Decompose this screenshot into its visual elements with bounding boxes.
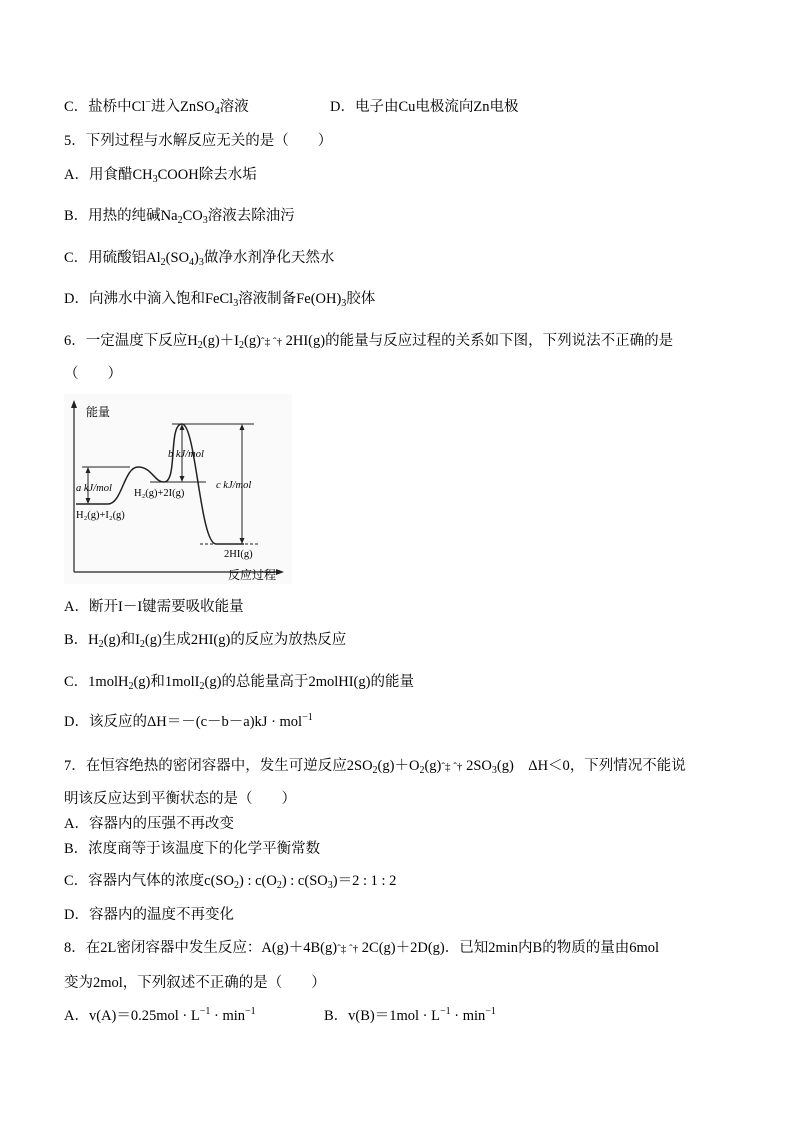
label-b: b kJ/mol	[168, 449, 204, 460]
label-state1: H₂(g)+I₂(g)	[76, 510, 125, 521]
x-axis-label: 反应过程	[228, 568, 277, 582]
energy-diagram-svg	[64, 394, 292, 584]
q6-option-b: B．$H_2(g)$和$I_2(g)$生成2HI(g)的反应为放热反应	[64, 632, 347, 650]
q6-stem: 6．一定温度下反应$H_2(g)+I_2(g)ˆ\ddagger$ ˆ† 2HI(g)的能量与反应过程的关系如下图，下列说法不正确的是	[64, 333, 674, 351]
q4-option-c: C．盐桥中Cl−进入ZnSO$_4$溶液	[64, 97, 249, 117]
q6-option-a: A．断开I－I键需要吸收能量	[64, 599, 244, 615]
q7-option-b: B．浓度商等于该温度下的化学平衡常数	[64, 841, 321, 857]
q7-stem-line1: 7．在恒容绝热的密闭容器中，发生可逆反应$2SO_2(g)+O_2(g)ˆ\ddagger$ ˆ† $2SO_3(g)$ ΔH＜0，下列情况不能说	[64, 758, 686, 776]
q5-option-a: A．用食醋$CH_3COOH$除去水垢	[64, 167, 257, 185]
q6-option-d: D．该反应的ΔH＝－(c－b－a)kJ · mol$^{-1}$	[64, 712, 313, 730]
q7-option-d: D．容器内的温度不再变化	[64, 907, 234, 923]
q8-stem-line1: 8．在2L密闭容器中发生反应：A(g)＋4B(g)ˆ‡ ˆ† 2C(g)＋2D(g)．已知2min内B的物质的量由6mol	[64, 940, 660, 956]
label-c: c kJ/mol	[216, 480, 252, 491]
label-a: a kJ/mol	[76, 483, 112, 494]
q4-option-d: D．电子由Cu电极流向Zn电极	[330, 99, 519, 115]
q7-stem-line2: 明该反应达到平衡状态的是（ ）	[64, 791, 296, 807]
q8-option-a: A．$v(A)=0.25mol \cdot L^{-1} \cdot \min^{-1}$	[64, 1006, 256, 1024]
label-state3: 2HI(g)	[224, 549, 253, 560]
q5-option-c: C．用硫酸铝$Al_2(SO_4)_3$做净水剂净化天然水	[64, 250, 335, 268]
y-axis-label: 能量	[86, 405, 111, 419]
q6-option-c: C．1molH$_2$(g)和1molI$_2$(g)的总能量高于2molHI(g)的能量	[64, 674, 414, 692]
q7-option-a: A．容器内的压强不再改变	[64, 816, 234, 832]
q5-stem: 5．下列过程与水解反应无关的是（ ）	[64, 133, 333, 149]
q8-stem-line2: 变为2mol，下列叙述不正确的是（ ）	[64, 975, 326, 991]
q7-option-c: C．容器内气体的浓度$c(SO_2)$ : $c(O_2)$ : $c(SO_3)=2$ : 1 : 2	[64, 873, 397, 891]
q8-option-b: B．$v(B)=1mol \cdot L^{-1} \cdot \min^{-1}$	[324, 1006, 496, 1024]
energy-diagram	[64, 394, 292, 584]
q6-answer-paren: （ ）	[64, 366, 122, 382]
label-state2: H₂(g)+2I(g)	[134, 488, 185, 499]
q5-option-b: B．用热的纯碱$Na_2CO_3$溶液去除油污	[64, 208, 295, 226]
q5-option-d: D．向沸水中滴入饱和FeCl$_3$溶液制备$Fe(OH)_3$胶体	[64, 291, 376, 309]
